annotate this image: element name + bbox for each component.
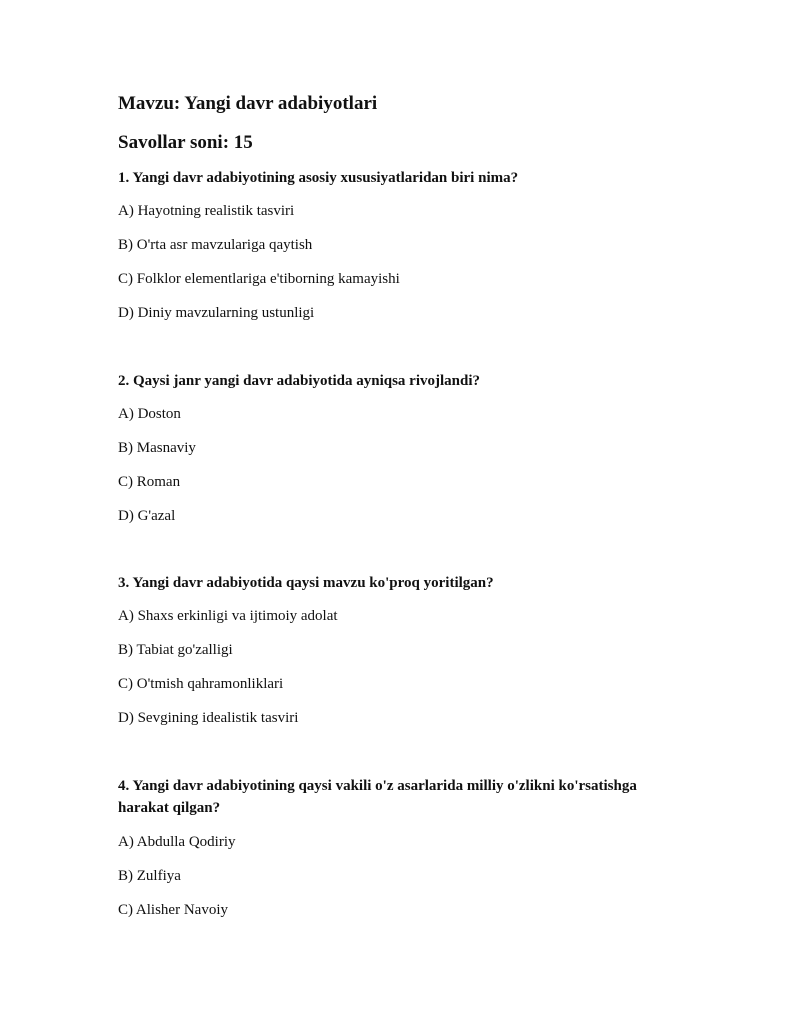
question-count: Savollar soni: 15	[118, 132, 253, 153]
option-a: A) Hayotning realistik tasviri	[118, 203, 295, 219]
question-1	[118, 167, 688, 337]
option-d: D) G'azal	[118, 508, 176, 524]
option-b: B) Zulfiya	[118, 868, 181, 884]
option-c: C) Folklor elementlariga e'tiborning kamayishi	[118, 271, 400, 287]
option-b: B) Tabiat go'zalligi	[118, 642, 233, 658]
option-c: C) Alisher Navoiy	[118, 902, 228, 918]
option-c: C) Roman	[118, 474, 181, 490]
question-text: 4. Yangi davr adabiyotining qaysi vakili o'z asarlarida milliy o'zlikni ko'rsatishga harakat qilgan?	[118, 778, 637, 816]
question-text: 3. Yangi davr adabiyotida qaysi mavzu ko'proq yoritilgan?	[118, 575, 494, 591]
option-d: D) Sevgining idealistik tasviri	[118, 710, 299, 726]
option-list	[118, 404, 688, 540]
question-2	[118, 370, 688, 540]
option-list	[118, 606, 688, 742]
option-a: A) Doston	[118, 406, 181, 422]
question-4	[118, 775, 688, 934]
option-list	[118, 201, 688, 337]
option-list	[118, 832, 688, 934]
option-a: A) Shaxs erkinligi va ijtimoiy adolat	[118, 608, 338, 624]
option-d: D) Diniy mavzularning ustunligi	[118, 305, 315, 321]
question-text: 2. Qaysi janr yangi davr adabiyotida ayniqsa rivojlandi?	[118, 373, 481, 389]
option-c: C) O'tmish qahramonliklari	[118, 676, 284, 692]
option-a: A) Abdulla Qodiriy	[118, 834, 236, 850]
question-3	[118, 572, 688, 742]
page-title: Mavzu: Yangi davr adabiyotlari	[118, 93, 378, 114]
option-b: B) Masnaviy	[118, 440, 196, 456]
option-b: B) O'rta asr mavzulariga qaytish	[118, 237, 313, 253]
question-text: 1. Yangi davr adabiyotining asosiy xususiyatlaridan biri nima?	[118, 170, 519, 186]
